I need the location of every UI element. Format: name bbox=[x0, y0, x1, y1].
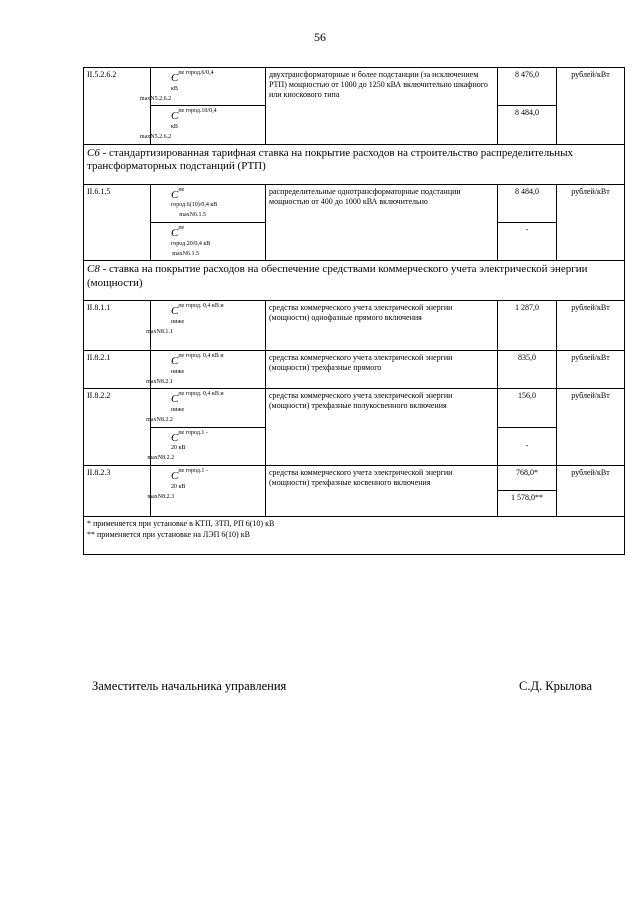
rate-symbol: $C^{пе город.6(10)/0,4 кВ}_{maxN6.1.5}$ bbox=[151, 184, 266, 222]
rate-value: 1 287,0 bbox=[498, 301, 557, 351]
section-header bbox=[84, 261, 625, 301]
table-row bbox=[84, 68, 625, 106]
rate-value: 8 484,0 bbox=[498, 106, 557, 144]
rate-symbol: $C^{пе город. 0,4 кВ и ниже}_{maxN8.2.1}$ bbox=[151, 351, 266, 389]
rate-symbol: $C^{пе город.10/0,4 кВ}_{maxN5.2.6.2}$ bbox=[151, 106, 266, 144]
section-letter: С8 bbox=[87, 263, 100, 275]
rate-value: 768,0* bbox=[498, 465, 557, 490]
page-number: 56 bbox=[314, 30, 326, 44]
row-code: II.8.2.3 bbox=[84, 465, 151, 516]
footnote: ** применяется при установке на ЛЭП 6(10) кВ bbox=[87, 529, 250, 539]
section-header bbox=[84, 144, 625, 184]
section-text: - стандартизированная тарифная ставка на покрытие расходов на строительство распределительных трансформаторных подстанций (РТП) bbox=[87, 146, 573, 173]
row-code: II.5.2.6.2 bbox=[84, 68, 151, 145]
row-code: II.8.2.1 bbox=[84, 351, 151, 389]
table-row bbox=[84, 389, 625, 427]
rate-unit: рублей/кВт bbox=[557, 184, 625, 261]
rate-symbol: $C^{пе город.20/0,4 кВ}_{maxN6.1.5}$ bbox=[151, 222, 266, 260]
table-row bbox=[84, 465, 625, 490]
row-description: распределительные однотрансформаторные подстанции мощностью от 400 до 1000 кВА включительно bbox=[266, 184, 498, 261]
row-description: средства коммерческого учета электрической энергии (мощности) однофазные прямого включения bbox=[266, 301, 498, 351]
row-code: II.6.1.5 bbox=[84, 184, 151, 261]
rate-value: 8 476,0 bbox=[498, 68, 557, 106]
signature-name: С.Д. Крылова bbox=[519, 679, 592, 693]
row-description: средства коммерческого учета электрической энергии (мощности) трехфазные полукосвенного включения bbox=[266, 389, 498, 466]
signature-position: Заместитель начальника управления bbox=[92, 679, 287, 693]
rate-value: - bbox=[498, 222, 557, 260]
rate-value: - bbox=[498, 427, 557, 465]
rate-symbol: $C^{пе город. 0,4 кВ и ниже}_{maxN8.1.1}$ bbox=[151, 301, 266, 351]
notes-row bbox=[84, 516, 625, 554]
rate-value: 1 578,0** bbox=[498, 490, 557, 516]
table-row bbox=[84, 184, 625, 222]
row-description: средства коммерческого учета электрической энергии (мощности) трехфазные косвенного включения bbox=[266, 465, 498, 516]
row-code: II.8.2.2 bbox=[84, 389, 151, 466]
rate-unit: рублей/кВт bbox=[557, 389, 625, 466]
footnote: * применяется при установке в КТП, ЗТП, РП 6(10) кВ bbox=[87, 518, 275, 528]
rate-unit: рублей/кВт bbox=[557, 465, 625, 516]
rate-unit: рублей/кВт bbox=[557, 68, 625, 145]
rate-value: 8 484,0 bbox=[498, 184, 557, 222]
row-description: двухтрансформаторные и более подстанции (за исключением РТП) мощностью от 1000 до 1250 кВА включительно шкафного или киоскового типа bbox=[266, 68, 498, 145]
row-code: II.8.1.1 bbox=[84, 301, 151, 351]
rate-symbol: $C^{пе город.1 - 20 кВ}_{maxN8.2.2}$ bbox=[151, 427, 266, 465]
rate-symbol: $C^{пе город. 0,4 кВ и ниже}_{maxN8.2.2}$ bbox=[151, 389, 266, 427]
rate-symbol: $C^{пе город.1 - 20 кВ}_{maxN8.2.3}$ bbox=[151, 465, 266, 516]
rate-value: 156,0 bbox=[498, 389, 557, 427]
section-text: - ставка на покрытие расходов на обеспечение средствами коммерческого учета электрической энергии (мощности) bbox=[87, 263, 588, 289]
rate-unit: рублей/кВт bbox=[557, 301, 625, 351]
rate-unit: рублей/кВт bbox=[557, 351, 625, 389]
rate-value: 835,0 bbox=[498, 351, 557, 389]
section-letter: С6 bbox=[87, 146, 100, 159]
tariff-table bbox=[83, 67, 625, 555]
table-row bbox=[84, 301, 625, 351]
rate-symbol: $C^{пе город.6/0,4 кВ}_{maxN5.2.6.2}$ bbox=[151, 68, 266, 106]
table-row bbox=[84, 351, 625, 389]
row-description: средства коммерческого учета электрической энергии (мощности) трехфазные прямого bbox=[266, 351, 498, 389]
